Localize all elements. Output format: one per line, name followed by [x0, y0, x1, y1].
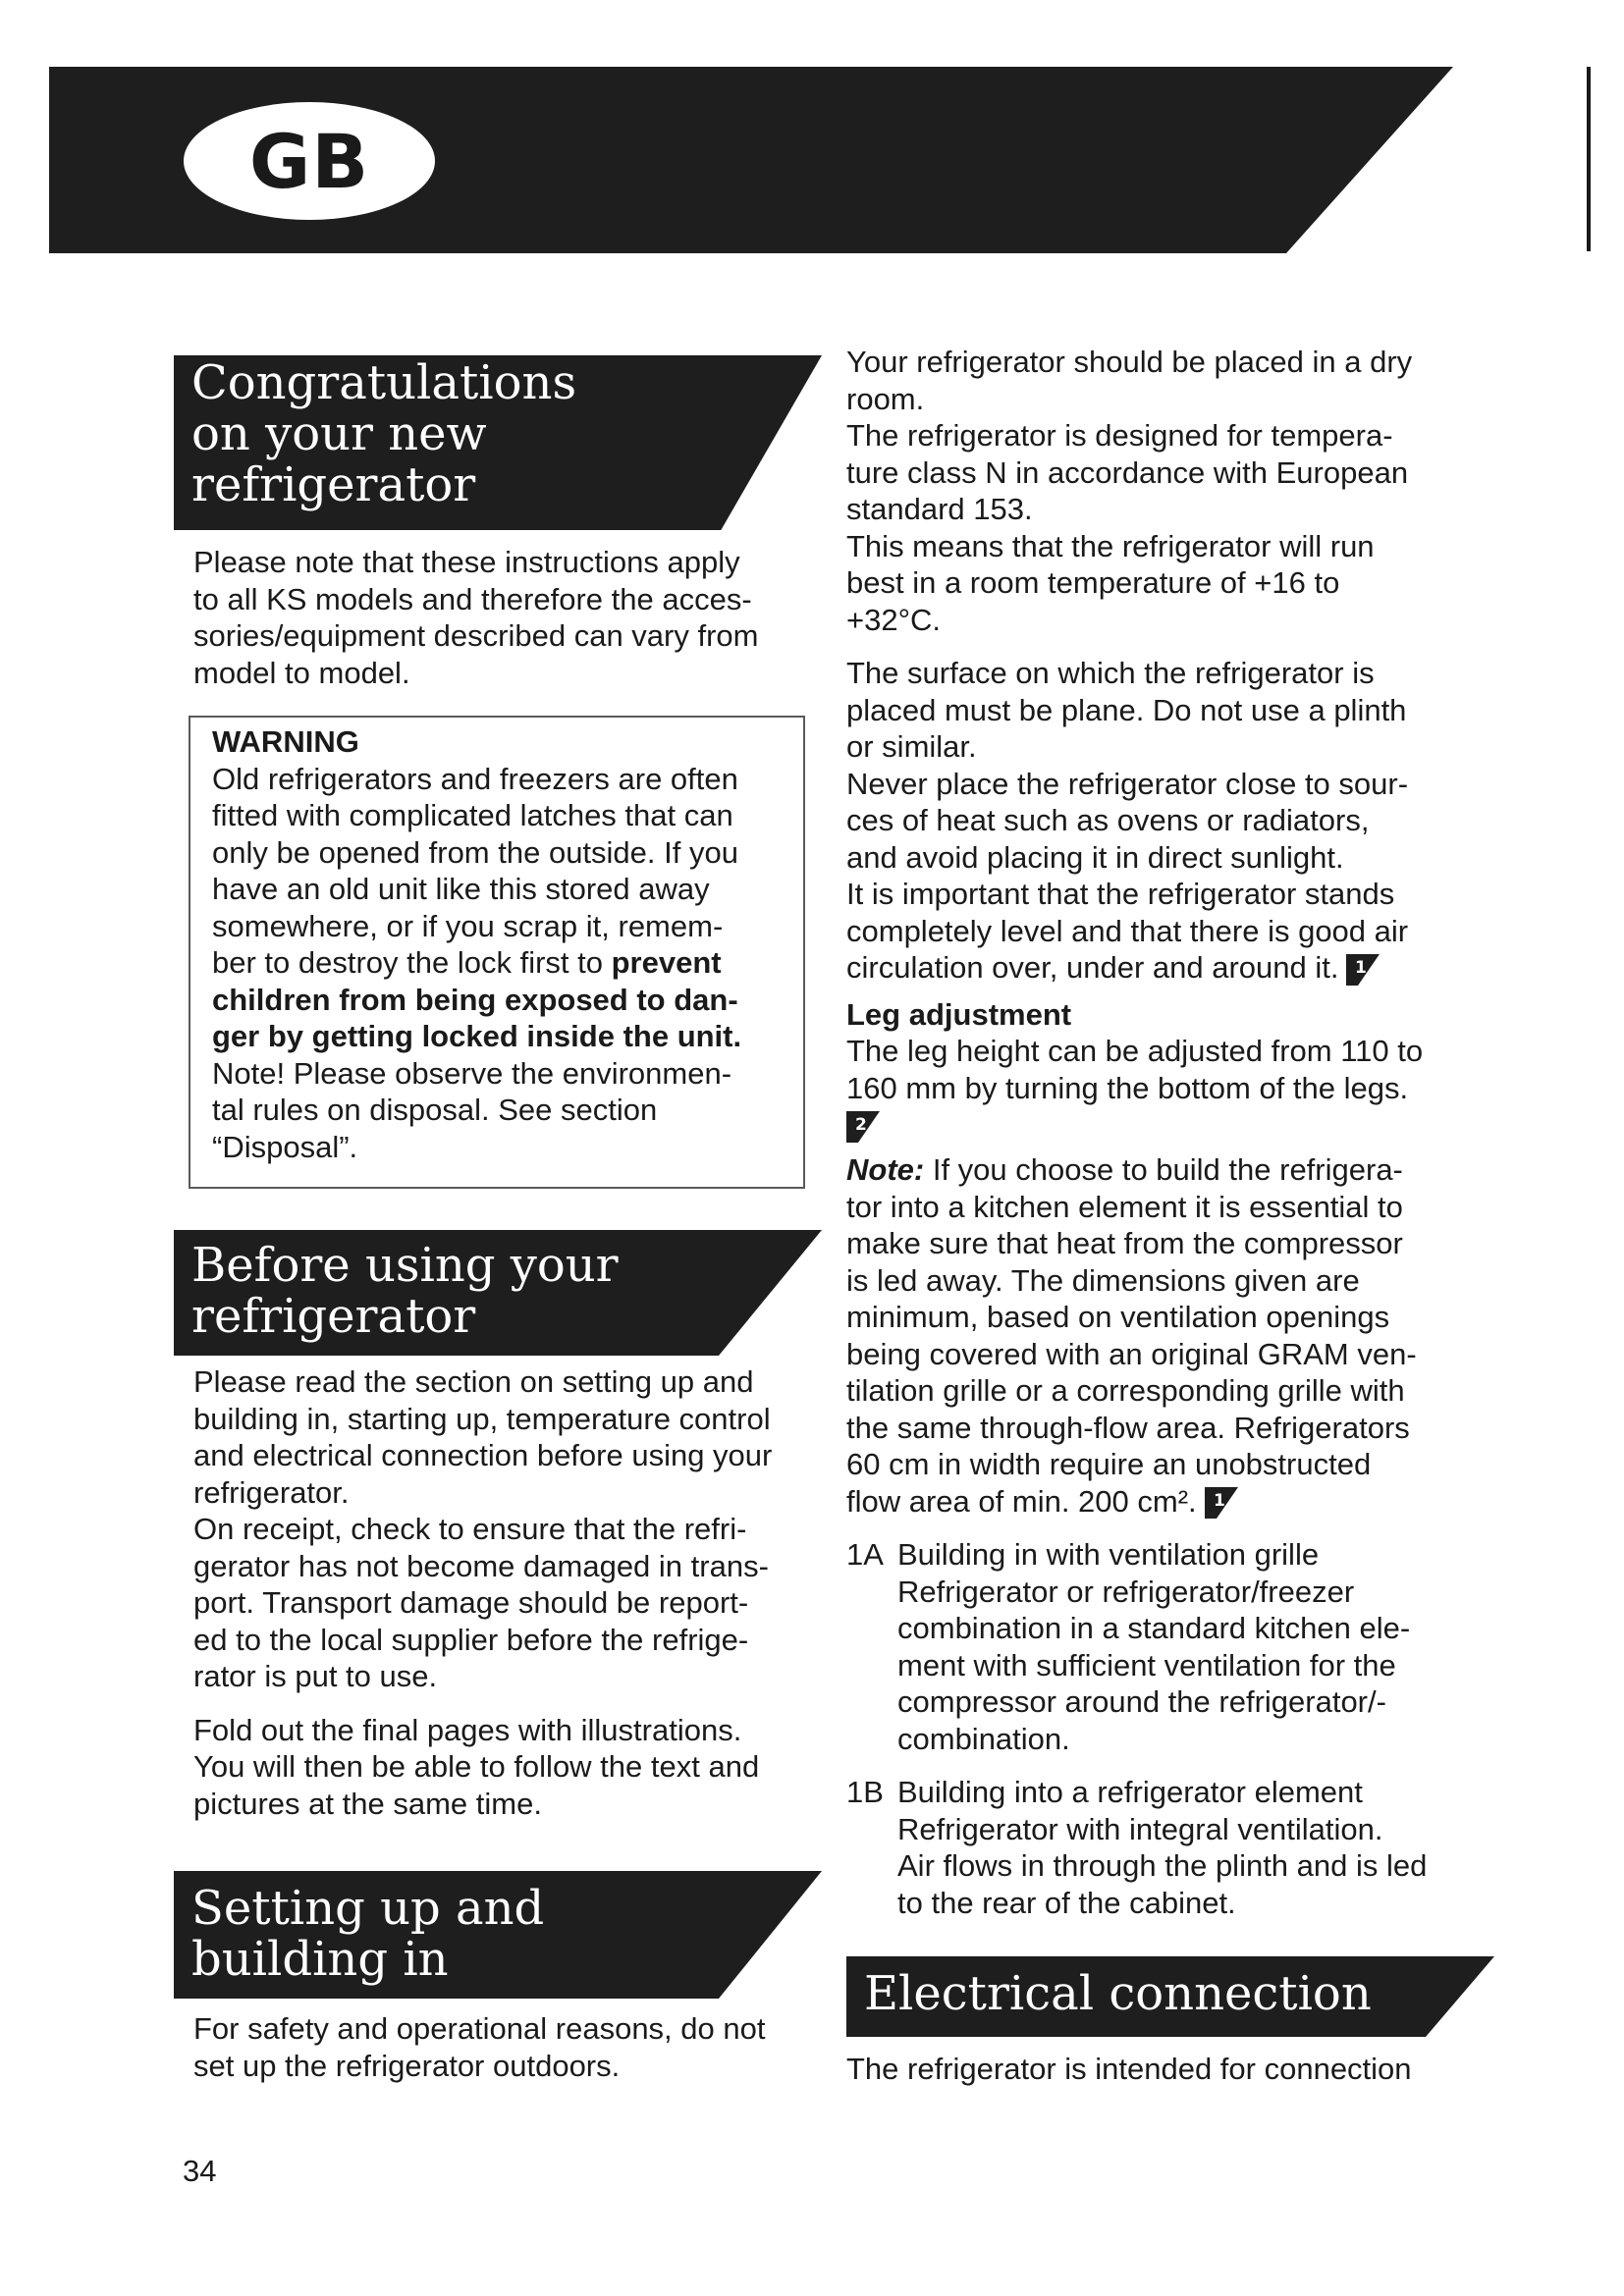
text-line: tilation grille or a corresponding grille with	[846, 1373, 1405, 1408]
electrical-heading-text: Electrical connection	[864, 1966, 1372, 2021]
page-number: 34	[183, 2154, 217, 2188]
before-heading-line: refrigerator	[191, 1289, 476, 1344]
text-line: only be opened from the outside. If you	[212, 834, 738, 870]
text-line: Refrigerator or refrigerator/freezer	[897, 1574, 1355, 1609]
text-line: to the rear of the cabinet.	[897, 1885, 1236, 1920]
text-line: the same through-flow area. Refrigerators	[846, 1410, 1410, 1445]
text-line: pictures at the same time.	[193, 1786, 542, 1821]
text-line: Old refrigerators and freezers are often	[212, 761, 738, 796]
warning-emphasis: prevent	[611, 945, 722, 980]
text-line	[846, 949, 1504, 987]
text-line: completely level and that there is good air	[846, 913, 1409, 948]
before-text	[174, 1363, 822, 1822]
text-line: The leg height can be adjusted from 110 to	[846, 1034, 1424, 1068]
figure-reference-icon	[1205, 1487, 1238, 1519]
setting-up-heading-line: building in	[191, 1932, 449, 1987]
text-line: or similar.	[846, 729, 977, 764]
text-line: On receipt, check to ensure that the refri-	[193, 1512, 747, 1546]
text-line: This means that the refrigerator will run	[846, 528, 1375, 563]
congrats-heading-line: on your new	[191, 406, 487, 461]
text-line: ed to the local supplier before the refrige-	[193, 1622, 749, 1657]
text-line: combination in a standard kitchen ele-	[897, 1611, 1411, 1645]
text-span: ber to destroy the lock first to	[212, 945, 612, 980]
text-line: Note! Please observe the environmen-	[212, 1055, 732, 1091]
text-line: and avoid placing it in direct sunlight.	[846, 839, 1344, 875]
text-line: ture class N in accordance with European	[846, 454, 1409, 490]
text-line: standard 153.	[846, 492, 1033, 526]
text-line: Air flows in through the plinth and is led	[897, 1848, 1428, 1883]
before-heading-line: Before using your	[191, 1238, 619, 1293]
text-line: set up the refrigerator outdoors.	[193, 2048, 621, 2083]
congrats-text	[174, 544, 822, 691]
text-line: tor into a kitchen element it is essential to	[846, 1189, 1403, 1224]
text-line: Please note that these instructions apply	[193, 545, 740, 579]
text-line: being covered with an original GRAM ven-	[846, 1336, 1417, 1371]
note-label: Note:	[846, 1152, 925, 1187]
text-line	[846, 1483, 1504, 1521]
text-line: make sure that heat from the compressor	[846, 1226, 1403, 1260]
text-line: combination.	[897, 1721, 1070, 1756]
text-line	[846, 1106, 1504, 1146]
text-line: placed must be plane. Do not use a plinth	[846, 692, 1407, 727]
top-banner	[49, 67, 1453, 253]
congrats-heading-line: refrigerator	[191, 457, 476, 512]
placement-text	[846, 344, 1504, 1921]
text-line: room.	[846, 381, 925, 416]
text-span: If you choose to build the refrigera-	[924, 1152, 1403, 1187]
country-code-badge: GB	[248, 117, 370, 205]
text-line: have an old unit like this stored away	[212, 872, 710, 906]
leg-adjustment-title: Leg adjustment	[846, 996, 1072, 1032]
list-item-number: 1A	[846, 1537, 884, 1572]
figure-reference-icon	[1346, 954, 1380, 986]
text-line: Fold out the final pages with illustrations.	[193, 1712, 742, 1747]
text-line: compressor around the refrigerator/-	[897, 1684, 1386, 1719]
right-column	[846, 344, 1504, 2088]
text-line: ment with sufficient ventilation for the	[897, 1647, 1396, 1682]
text-span: flow area of min. 200 cm².	[846, 1483, 1197, 1519]
before-heading	[174, 1230, 822, 1356]
text-line: Refrigerator with integral ventilation.	[897, 1811, 1383, 1846]
text-line: best in a room temperature of +16 to	[846, 565, 1340, 600]
figure-reference-number: 2	[855, 1114, 867, 1135]
text-line: The refrigerator is designed for tempera-	[846, 418, 1393, 453]
text-line: minimum, based on ventilation openings	[846, 1300, 1390, 1334]
text-line: model to model.	[193, 655, 410, 690]
list-item-number: 1B	[846, 1775, 884, 1809]
text-line: somewhere, or if you scrap it, remem-	[212, 908, 724, 943]
text-span: circulation over, under and around it.	[846, 950, 1339, 985]
text-line: 160 mm by turning the bottom of the legs.	[846, 1070, 1409, 1105]
warning-emphasis: children from being exposed to dan-	[212, 982, 738, 1017]
congrats-heading	[174, 344, 822, 530]
text-line: port. Transport damage should be report-	[193, 1585, 749, 1620]
text-line: You will then be able to follow the text and	[193, 1749, 760, 1784]
electrical-heading	[846, 1956, 1494, 2037]
warning-box	[189, 716, 805, 1189]
text-line: Never place the refrigerator close to sour-	[846, 766, 1409, 801]
left-column	[174, 344, 822, 2084]
electrical-text	[846, 2051, 1504, 2088]
text-line: fitted with complicated latches that can	[212, 798, 733, 832]
setting-up-heading-line: Setting up and	[191, 1881, 545, 1936]
list-item	[846, 1536, 1504, 1757]
text-line: and electrical connection before using your	[193, 1438, 773, 1472]
figure-reference-number: 1	[1213, 1491, 1225, 1512]
text-line: Your refrigerator should be placed in a dry	[846, 345, 1413, 379]
text-line: refrigerator.	[193, 1474, 350, 1510]
text-line	[846, 1151, 1504, 1189]
setting-up-heading	[174, 1871, 822, 1999]
text-line: Building in with ventilation grille	[897, 1537, 1320, 1572]
warning-title: WARNING	[212, 724, 359, 759]
list-item	[846, 1774, 1504, 1921]
text-line: is led away. The dimensions given are	[846, 1262, 1360, 1298]
text-line: For safety and operational reasons, do not	[193, 2011, 766, 2046]
text-line	[212, 944, 801, 982]
figure-reference-number: 1	[1355, 957, 1368, 978]
text-line: Please read the section on setting up and	[193, 1364, 754, 1399]
setting-up-text	[174, 2010, 822, 2084]
text-line: “Disposal”.	[212, 1129, 358, 1164]
text-line: tal rules on disposal. See section	[212, 1093, 658, 1127]
text-line: ces of heat such as ovens or radiators,	[846, 803, 1370, 837]
text-line: Building into a refrigerator element	[897, 1775, 1363, 1809]
page-edge-mark	[1587, 67, 1591, 251]
warning-emphasis: ger by getting locked inside the unit.	[212, 1019, 742, 1053]
text-line: It is important that the refrigerator stands	[846, 877, 1395, 911]
figure-reference-icon	[846, 1111, 880, 1143]
congrats-heading-line: Congratulations	[191, 355, 577, 410]
text-line: +32°C.	[846, 602, 941, 637]
text-line: The refrigerator is intended for connection	[846, 2052, 1412, 2086]
text-line: 60 cm in width require an unobstructed	[846, 1447, 1372, 1481]
text-line: gerator has not become damaged in trans-	[193, 1548, 769, 1583]
text-line: building in, starting up, temperature control	[193, 1401, 771, 1436]
text-line: rator is put to use.	[193, 1659, 438, 1693]
text-line: to all KS models and therefore the acces-	[193, 581, 752, 616]
text-line: sories/equipment described can vary from	[193, 618, 759, 653]
text-line: The surface on which the refrigerator is	[846, 656, 1375, 690]
